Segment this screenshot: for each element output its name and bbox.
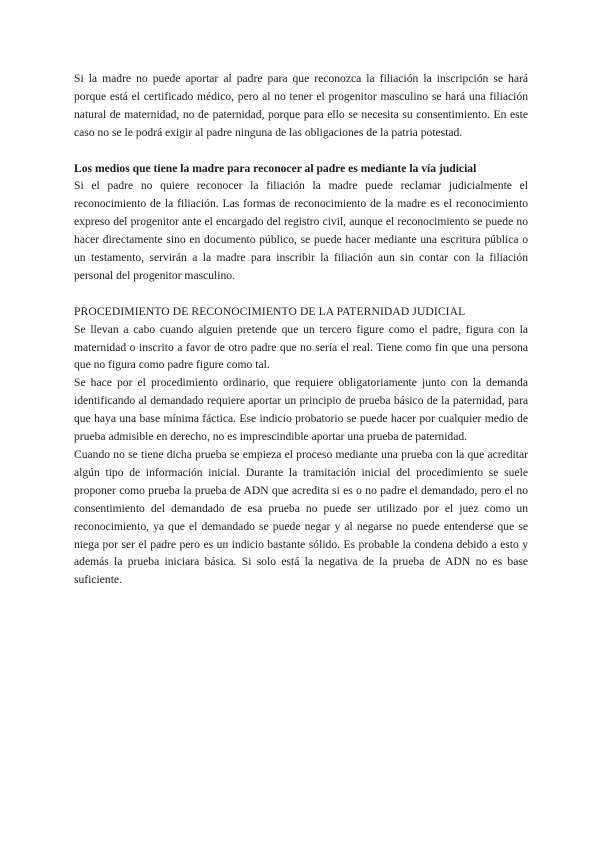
section-heading-procedure: PROCEDIMIENTO DE RECONOCIMIENTO DE LA PATERNIDAD JUDICIAL	[74, 304, 466, 318]
spacer	[74, 285, 528, 303]
document-page	[74, 70, 528, 589]
paragraph-procedure-purpose: Se llevan a cabo cuando alguien pretende que un tercero figure como el padre, figura con la maternidad o inscrito a favor de otro padre que no sería el real. Tiene como fin que una persona que no figura como padre figure como tal.	[74, 322, 528, 372]
paragraph-judicial-means: Si el padre no quiere reconocer la filiación la madre puede reclamar judicialmente el reconocimiento de la filiación. Las formas de reconocimiento de la madre es el reconocimiento expreso del progenitor ante el encargado del registro civil, aunque el reconocimiento se puede no hacer directamente sino en documento público, se puede hacer mediante una escritura pública o un testamento, servirán a la madre para inscribir la filiación aun sin contar con la filiación personal del progenitor masculino.	[74, 179, 528, 282]
paragraph-procedure-ordinary: Se hace por el procedimiento ordinario, que requiere obligatoriamente junto con la demanda identificando al demandado requiere aportar un principio de prueba básico de la paternidad, para que haya una base mínima fáctica. Ese indicio probatorio se puede hacer por cualquier medio de prueba admisible en derecho, no es imprescindible aportar una prueba de paternidad.	[74, 376, 528, 444]
section-heading-judicial-means: Los medios que tiene la madre para reconocer al padre es mediante la vía judicial	[74, 161, 477, 175]
spacer	[74, 142, 528, 160]
paragraph-intro: Si la madre no puede aportar al padre para que reconozca la filiación la inscripción se hará porque está el certificado médico, pero al no tener el progenitor masculino se hará una filiación natural de maternidad, no de paternidad, porque para ello se necesita su consentimiento. En este caso no se le podrá exigir al padre ninguna de las obligaciones de la patria potestad.	[74, 72, 528, 139]
paragraph-dna-evidence: Cuando no se tiene dicha prueba se empieza el proceso mediante una prueba con la que acreditar algún tipo de información inicial. Durante la tramitación inicial del procedimiento se suele proponer como prueba la prueba de ADN que acredita si es o no padre el demandado, pero el no consentimiento del demandado de esa prueba no puede ser utilizado por el juez como un reconocimiento, ya que el demandado se puede negar y al negarse no puede entenderse que se niega por ser el padre pero es un indicio bastante sólido. Es probable la condena debido a esto y además la prueba iniciara básica. Si solo está la negativa de la prueba de ADN no es base suficiente.	[74, 448, 528, 587]
